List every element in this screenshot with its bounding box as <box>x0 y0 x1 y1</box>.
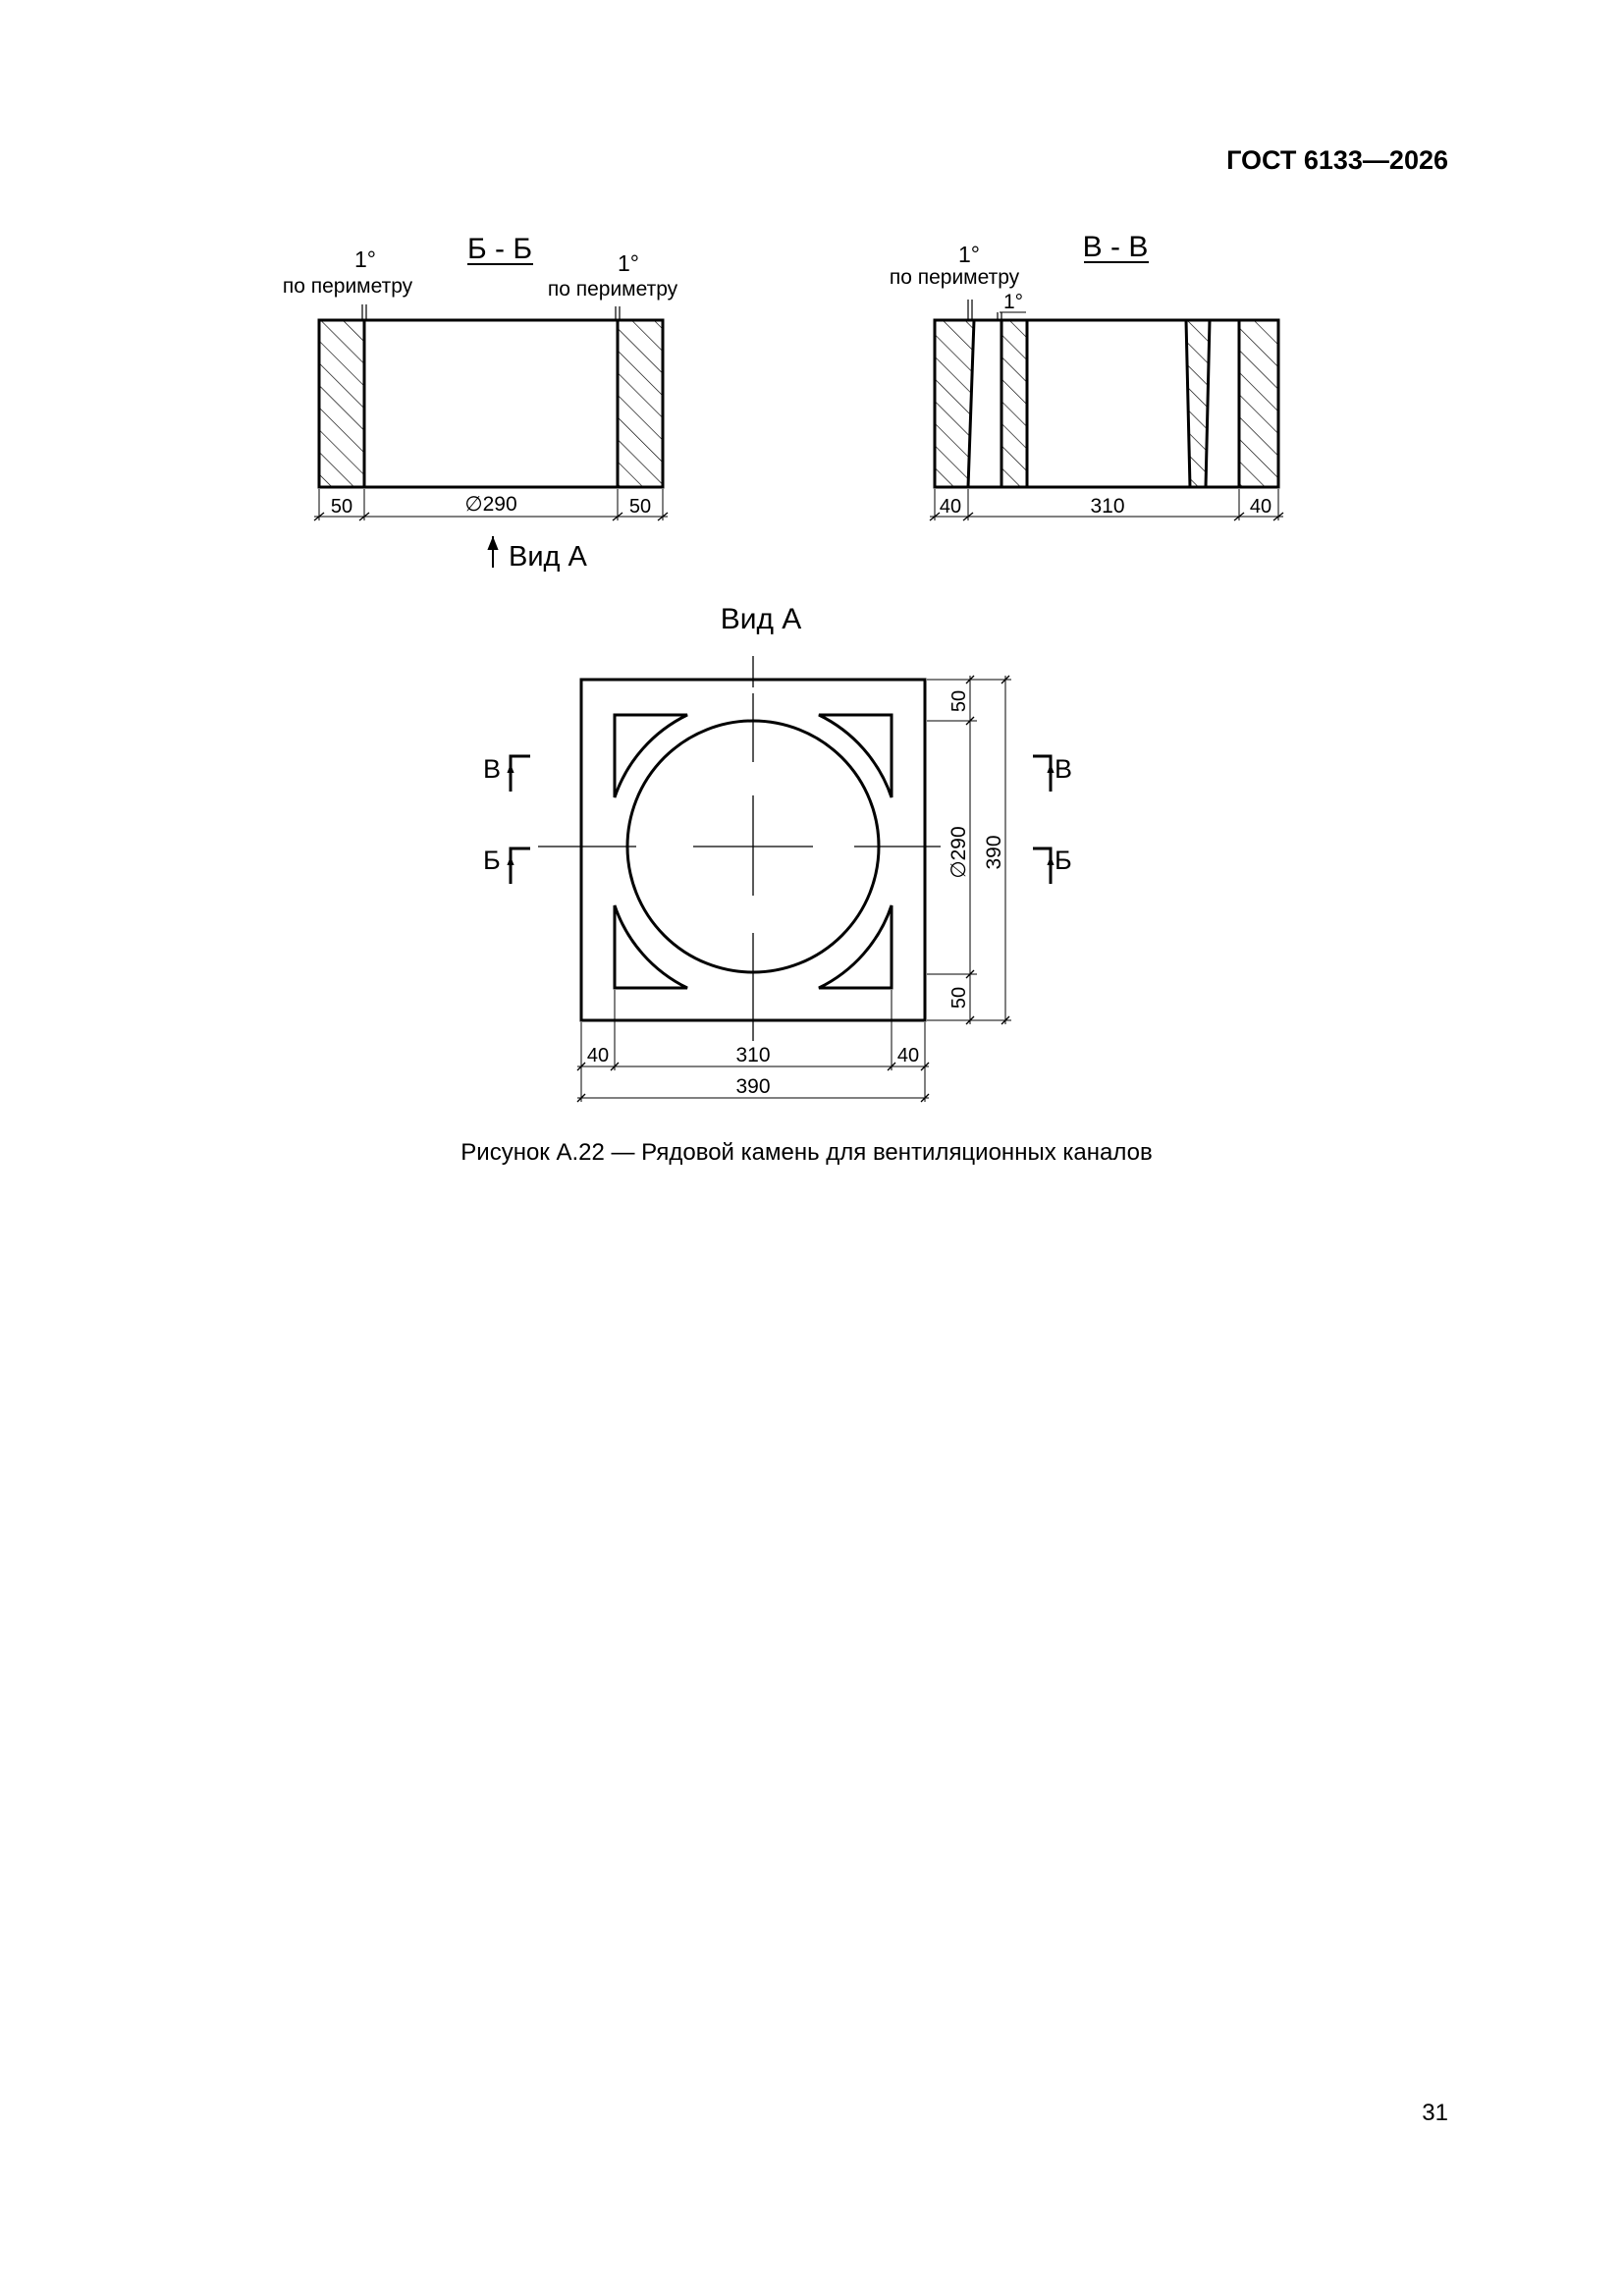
view-a-dim-height: 390 <box>983 835 1005 870</box>
view-a <box>483 603 1072 1102</box>
view-a-cut-v-left: В <box>483 754 502 784</box>
view-a-dim-total-width: 390 <box>735 1075 771 1098</box>
view-a-title: Вид А <box>720 603 802 635</box>
figure-caption-text: Рисунок А.22 — Рядовой камень для вентиляционных каналов <box>460 1139 1153 1166</box>
section-bb-left-note: по периметру <box>282 275 413 298</box>
view-a-cut-b-left: Б <box>483 846 501 875</box>
view-a-dim-bottom-50: 50 <box>948 986 970 1010</box>
section-bb-left-angle: 1° <box>354 246 376 272</box>
page-number: 31 <box>1422 2100 1448 2126</box>
view-a-cut-v-right: В <box>1055 754 1073 784</box>
section-vv-title: В - В <box>1082 231 1149 263</box>
section-vv-angle-inner: 1° <box>1002 291 1024 313</box>
section-bb-dim-right: 50 <box>628 496 652 518</box>
section-bb <box>283 233 678 573</box>
section-bb-view-label: Вид А <box>509 541 587 573</box>
view-a-dim-top-50: 50 <box>948 689 970 713</box>
section-bb-title: Б - Б <box>466 233 533 265</box>
section-bb-dim-left: 50 <box>330 496 353 518</box>
view-a-dim-bottom-left: 40 <box>586 1045 610 1066</box>
section-vv-dim-right: 40 <box>1249 496 1272 518</box>
view-a-dim-bottom-center: 310 <box>735 1044 771 1066</box>
view-a-dim-diameter: ∅290 <box>947 826 970 879</box>
figure-caption <box>0 1139 1623 1167</box>
view-a-cut-b-right: Б <box>1055 846 1072 875</box>
section-bb-right-angle: 1° <box>618 250 639 276</box>
section-vv-dim-left: 40 <box>939 496 962 518</box>
section-bb-right-note: по периметру <box>547 278 678 301</box>
section-vv-angle-outer: 1° <box>958 242 980 267</box>
view-a-dim-bottom-right: 40 <box>896 1045 920 1066</box>
section-vv <box>890 231 1283 520</box>
document-header: ГОСТ 6133—2026 <box>1226 145 1448 175</box>
section-vv-dim-center: 310 <box>1090 495 1125 518</box>
section-vv-note: по периметру <box>889 266 1020 289</box>
section-bb-dim-center: ∅290 <box>464 493 517 516</box>
